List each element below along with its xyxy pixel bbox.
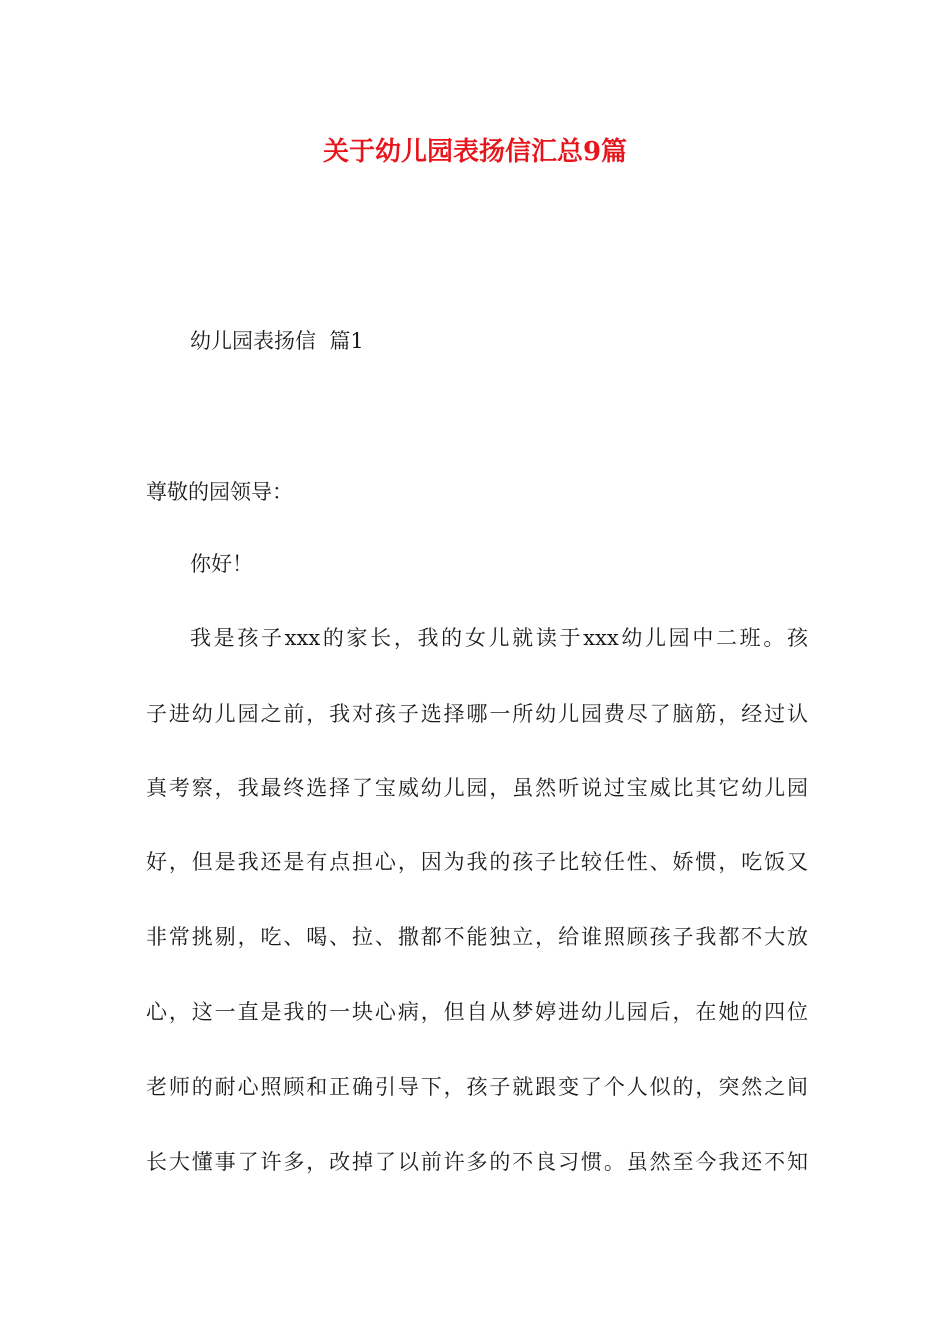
- salutation: 尊敬的园领导：: [146, 480, 293, 504]
- body-line-5: 非常挑剔，吃、喝、拉、撒都不能独立，给谁照顾孩子我都不大放: [146, 925, 808, 949]
- body-line-1: 我是孩子xxx的家长，我的女儿就读于xxx幼儿园中二班。孩: [190, 626, 808, 650]
- body-line-7: 老师的耐心照顾和正确引导下，孩子就跟变了个人似的，突然之间: [146, 1075, 808, 1099]
- greeting: 你好！: [190, 552, 253, 576]
- body-line-8: 长大懂事了许多，改掉了以前许多的不良习惯。虽然至今我还不知: [146, 1150, 808, 1174]
- body-line-3: 真考察，我最终选择了宝威幼儿园，虽然听说过宝威比其它幼儿园: [146, 776, 808, 800]
- body-line-4: 好，但是我还是有点担心，因为我的孩子比较任性、娇惯，吃饭又: [146, 850, 808, 874]
- section-heading: 幼儿园表扬信 篇1: [190, 329, 364, 353]
- body-line-6: 心，这一直是我的一块心病，但自从梦婷进幼儿园后，在她的四位: [146, 1000, 808, 1024]
- body-line-2: 子进幼儿园之前，我对孩子选择哪一所幼儿园费尽了脑筋，经过认: [146, 702, 808, 726]
- document-title: 关于幼儿园表扬信汇总9篇: [322, 137, 628, 167]
